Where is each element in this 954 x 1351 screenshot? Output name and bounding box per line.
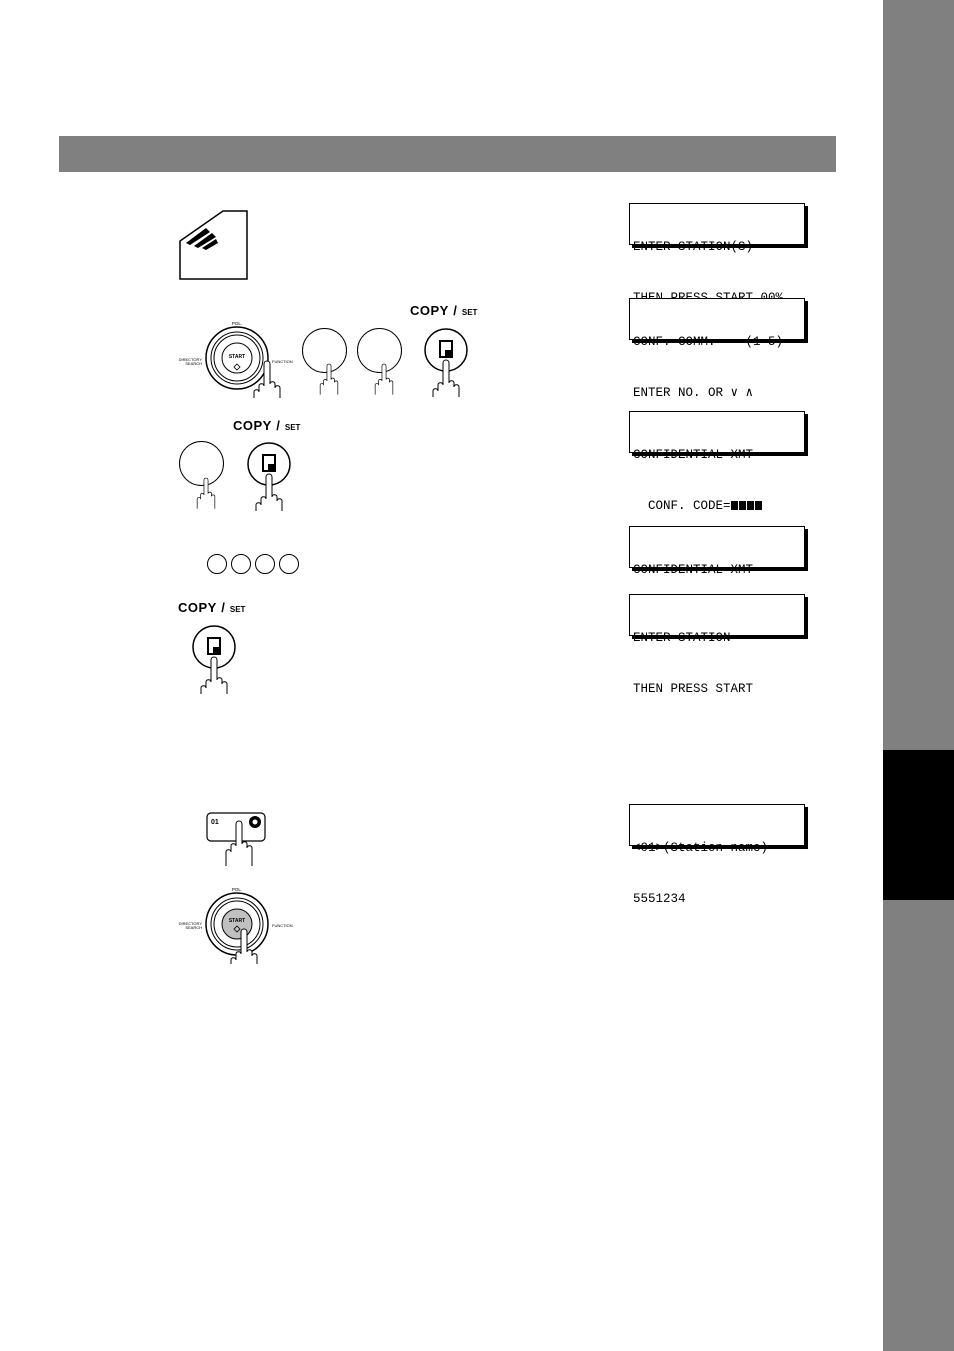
digit-key[interactable]	[255, 554, 275, 574]
lcd-line: ENTER STATION	[633, 631, 731, 645]
code-prefix: CONF. CODE=	[633, 499, 731, 513]
copy-set-label	[178, 599, 245, 617]
copy-set-key-icon[interactable]	[246, 441, 292, 511]
copy-set-label	[410, 302, 477, 320]
control-dial-icon[interactable]	[174, 884, 304, 964]
control-dial-icon	[174, 318, 304, 398]
finger-press-icon	[367, 362, 401, 396]
finger-press-icon	[312, 362, 346, 396]
lcd-line: CONFIDENTIAL XMT	[633, 563, 754, 577]
lcd-display-5	[629, 594, 805, 696]
one-touch-key-icon[interactable]	[204, 810, 270, 866]
one-touch-label: 01	[211, 819, 219, 826]
directory-label: DIRECTORY	[178, 921, 202, 926]
function-label: FUNCTION	[272, 923, 293, 928]
lcd-line: 5551234	[633, 892, 686, 906]
lcd-line: ENTER STATION(S)	[633, 240, 754, 254]
masked-digit	[739, 501, 746, 510]
lcd-display-6	[629, 804, 805, 906]
lcd-line: ENTER NO. OR ∨ ∧	[633, 386, 754, 400]
lcd-display-2	[629, 298, 805, 400]
header-bar	[59, 136, 836, 172]
side-tab	[883, 0, 954, 1351]
copy-text: COPY	[233, 418, 272, 433]
slash-text: /	[453, 303, 458, 318]
function-label: FUNCTION	[272, 359, 293, 364]
copy-set-label	[233, 417, 300, 435]
digit-key[interactable]	[231, 554, 251, 574]
lcd-line: CONF. COMM. (1-5)	[633, 335, 784, 349]
lcd-line: CONFIDENTIAL XMT	[633, 448, 754, 462]
lcd-line	[633, 498, 801, 515]
start-label: START	[228, 354, 246, 360]
side-tab-section-marker	[883, 750, 954, 900]
lcd-display-3	[629, 411, 805, 513]
search-label: SEARCH	[185, 361, 202, 366]
copy-text: COPY	[410, 303, 449, 318]
directory-label: DIRECTORY	[178, 357, 202, 362]
lcd-line: <01>(Station name)	[633, 841, 769, 855]
masked-digit	[755, 501, 762, 510]
set-text: SET	[229, 605, 246, 614]
slash-text: /	[276, 418, 281, 433]
slash-text: /	[221, 600, 226, 615]
copy-set-key-icon[interactable]	[423, 327, 469, 397]
finger-press-icon	[189, 476, 223, 510]
copy-text: COPY	[178, 600, 217, 615]
set-text: SET	[284, 423, 301, 432]
masked-digit	[747, 501, 754, 510]
digit-key[interactable]	[207, 554, 227, 574]
document-feed-icon	[176, 208, 252, 284]
search-label: SEARCH	[185, 925, 202, 930]
pol-label: POL.	[231, 321, 243, 326]
set-text: SET	[461, 308, 478, 317]
digit-key[interactable]	[279, 554, 299, 574]
lcd-display-4	[629, 526, 805, 577]
pol-label: POL.	[231, 887, 243, 892]
lcd-line: THEN PRESS START	[633, 682, 754, 696]
start-label: START	[228, 918, 246, 924]
lcd-display-1	[629, 203, 805, 254]
masked-digit	[731, 501, 738, 510]
copy-set-key-icon[interactable]	[191, 624, 237, 694]
